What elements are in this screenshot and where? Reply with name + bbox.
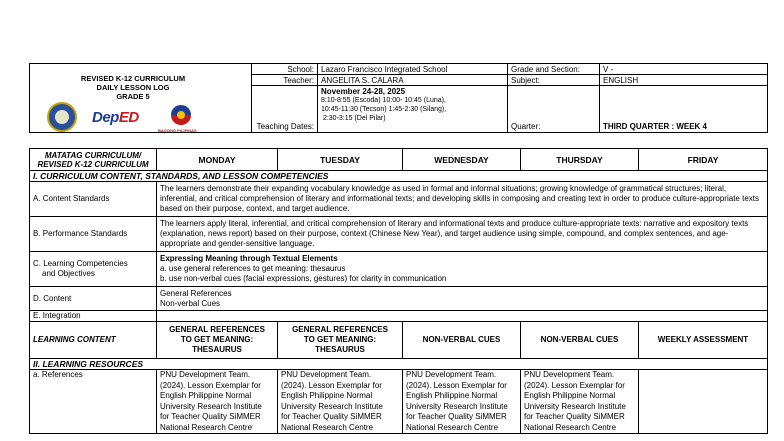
grade-value: V - [600, 64, 768, 75]
reference-line: English Philippine Normal [160, 391, 252, 400]
reference-line: English Philippine Normal [406, 391, 498, 400]
reference-line: for Teacher Quality SiMMER [524, 412, 625, 421]
reference-line: PNU Development Team. [524, 370, 615, 379]
day-header-tuesday: TUESDAY [278, 149, 403, 171]
bagong-pilipinas-text: BAGONG PILIPINAS [158, 128, 197, 133]
reference-line: (2024). Lesson Exemplar for [524, 380, 625, 390]
school-value: Lazaro Francisco Integrated School [318, 64, 508, 75]
competency-item: a. use general references to get meaning: thesaurus [160, 264, 346, 273]
performance-standards-label: B. Performance Standards [30, 217, 157, 252]
reference-line: (2024). Lesson Exemplar for [281, 380, 382, 390]
reference-monday [157, 370, 278, 434]
learning-content-line: GENERAL REFERENCES [292, 325, 388, 334]
section-learning-resources: II. LEARNING RESOURCES [30, 359, 768, 370]
integration-value [157, 311, 768, 322]
teaching-dates-value [318, 86, 508, 133]
day-header-friday: FRIDAY [639, 149, 768, 171]
competencies-text [157, 252, 768, 287]
quarter-label: Quarter: [508, 86, 600, 133]
competencies-title: Expressing Meaning through Textual Elements [160, 254, 338, 263]
reference-line: for Teacher Quality SiMMER [160, 412, 261, 421]
reference-line: University Research Institute [524, 401, 626, 411]
subject-label: Subject: [508, 75, 600, 86]
title-line: REVISED K-12 CURRICULUM [80, 74, 186, 83]
quarter-value: THIRD QUARTER : WEEK 4 [600, 86, 768, 133]
dates-line: 2:30-3:15 (Del Pilar) [321, 115, 386, 123]
teaching-dates-label: Teaching Dates: [252, 86, 318, 133]
day-header-thursday: THURSDAY [521, 149, 639, 171]
section-curriculum-content: I. CURRICULUM CONTENT, STANDARDS, AND LESSON COMPETENCIES [30, 171, 768, 182]
learning-content-line: THESAURUS [315, 345, 365, 354]
competency-item: b. use non-verbal cues (facial expressions, gestures) for clarity in communication [160, 274, 447, 283]
dll-title [53, 74, 213, 101]
reference-line: English Philippine Normal [281, 391, 373, 400]
deped-seal-logo [47, 102, 77, 132]
reference-tuesday [278, 370, 403, 434]
learning-content-label: LEARNING CONTENT [30, 322, 157, 359]
competencies-label-line: C. Learning Competencies [33, 259, 128, 268]
corner-header [30, 149, 157, 171]
grade-label: Grade and Section: [508, 64, 600, 75]
dates-line: 8:10-8:55 (Escoda) 10:00- 10:45 (Luna), [321, 97, 446, 105]
learning-content-tuesday [278, 322, 403, 359]
competencies-label-line: and Objectives [42, 269, 95, 278]
content-text [157, 287, 768, 311]
school-label: School: [252, 64, 318, 75]
learning-content-friday: WEEKLY ASSESSMENT [639, 322, 768, 359]
logo-cell [30, 64, 252, 133]
lesson-log-table [29, 148, 768, 434]
learning-content-thursday: NON-VERBAL CUES [521, 322, 639, 359]
reference-line: PNU Development Team. [281, 370, 372, 379]
subject-value: ENGLISH [600, 75, 768, 86]
reference-line: National Research Centre [160, 422, 253, 432]
teacher-label: Teacher: [252, 75, 318, 86]
content-standards-text: The learners demonstrate their expanding vocabulary knowledge as used in formal and informal situations; growing knowledge of grammatical structures; literal, inferential, and critical comprehension of literary and informational texts; and developing skills in composing and creating text in order to produce culture-appropriate texts based on their purpose, context, and target audience. [157, 182, 768, 217]
performance-standards-text: The learners apply literal, inferential, and critical comprehension of literary and informational texts and produce culture-appropriate texts: narrative and expository texts (explanation, news report) based on their purpose, context (Chinese New Year), and target audience using simple, compound, and complex sentences, and age-appropriate and gender-sensitive language. [157, 217, 768, 252]
teacher-value: ANGELITA S. CALARA [318, 75, 508, 86]
reference-line: National Research Centre [281, 422, 374, 432]
learning-content-line: TO GET MEANING: [303, 335, 377, 344]
content-label: D. Content [30, 287, 157, 311]
integration-label: E. Integration [30, 311, 157, 322]
content-item: Non-verbal Cues [160, 298, 221, 308]
references-label: a. References [30, 370, 157, 434]
competencies-label [30, 252, 157, 287]
reference-line: PNU Development Team. [406, 370, 497, 379]
day-header-wednesday: WEDNESDAY [403, 149, 521, 171]
dates-main: November 24-28, 2025 [321, 87, 406, 97]
deped-logo: DepED [92, 109, 139, 126]
content-standards-label: A. Content Standards [30, 182, 157, 217]
learning-content-line: TO GET MEANING: [180, 335, 254, 344]
header-table [29, 63, 768, 133]
reference-line: PNU Development Team. [160, 370, 251, 379]
content-item: General References [160, 288, 232, 298]
dates-line: 10:45-11:30 (Tecson) 1:45-2:30 (Silang), [321, 106, 447, 114]
reference-line: for Teacher Quality SiMMER [406, 412, 507, 421]
corner-header-line: REVISED K-12 CURRICULUM [37, 159, 149, 169]
learning-content-line: GENERAL REFERENCES [169, 325, 265, 334]
corner-header-line: MATATAG CURRICULUM/ [44, 150, 142, 160]
learning-content-wednesday: NON-VERBAL CUES [403, 322, 521, 359]
learning-content-monday [157, 322, 278, 359]
reference-line: National Research Centre [406, 422, 499, 432]
reference-line: University Research Institute [281, 401, 383, 411]
reference-line: (2024). Lesson Exemplar for [160, 380, 261, 390]
reference-line: University Research Institute [406, 401, 508, 411]
reference-line: (2024). Lesson Exemplar for [406, 380, 507, 390]
reference-line: National Research Centre [524, 422, 617, 432]
reference-line: for Teacher Quality SiMMER [281, 412, 382, 421]
title-line: DAILY LESSON LOG [96, 83, 170, 92]
reference-thursday [521, 370, 639, 434]
reference-friday [639, 370, 768, 434]
reference-line: English Philippine Normal [524, 391, 616, 400]
day-header-monday: MONDAY [157, 149, 278, 171]
reference-line: University Research Institute [160, 401, 262, 411]
learning-content-line: THESAURUS [192, 345, 242, 354]
reference-wednesday [403, 370, 521, 434]
title-line: GRADE 5 [116, 92, 150, 101]
bagong-pilipinas-logo [165, 104, 197, 126]
